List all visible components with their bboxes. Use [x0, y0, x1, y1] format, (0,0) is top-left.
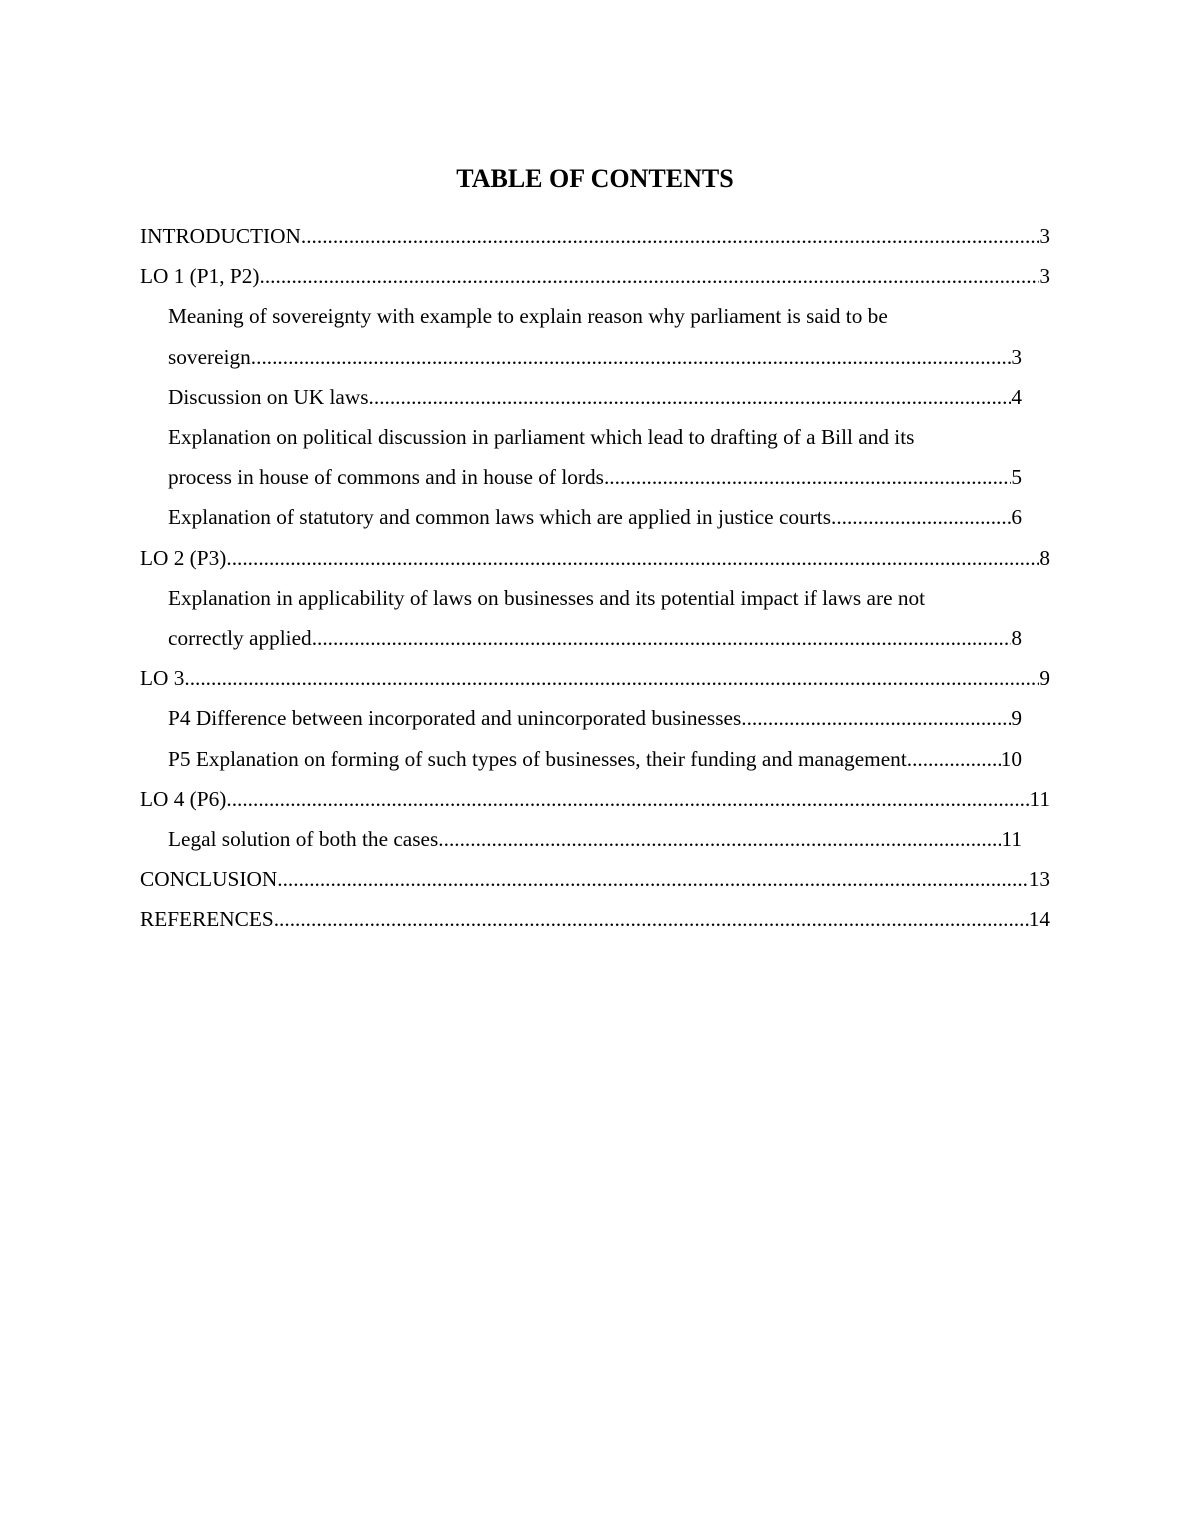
toc-entry-text: LO 3 [140, 666, 185, 691]
toc-page-number: 3 [1011, 344, 1022, 369]
toc-page-number: 3 [1039, 224, 1050, 248]
toc-page-number: 13 [1028, 867, 1050, 892]
toc-entry-text: process in house of commons and in house of lords [168, 465, 604, 490]
toc-entry-text: LO 2 (P3) [140, 545, 227, 570]
toc-entry-text: CONCLUSION [140, 867, 278, 892]
toc-entry-uk-laws[interactable] [168, 377, 1022, 417]
toc-entry-text: Legal solution of both the cases [168, 827, 439, 852]
toc-entry-lo3[interactable] [140, 658, 1050, 698]
toc-entry-applicability-of-laws[interactable] [168, 578, 1050, 658]
toc-page-number: 5 [1011, 465, 1022, 490]
toc-entry-legal-solution[interactable] [168, 819, 1022, 859]
toc-entry-text: INTRODUCTION [140, 224, 301, 248]
toc-leader-dots [226, 779, 1029, 819]
table-of-contents [140, 216, 1050, 940]
toc-page-number: 9 [1039, 666, 1050, 691]
toc-entry-text-line1: Explanation in applicability of laws on businesses and its potential impact if laws are not [168, 585, 926, 610]
toc-page-number: 6 [1011, 505, 1022, 530]
toc-page-number: 3 [1039, 264, 1050, 289]
toc-entry-text: Discussion on UK laws [168, 384, 369, 409]
toc-page-number: 11 [1029, 786, 1050, 811]
toc-entry-text: P5 Explanation on forming of such types of businesses, their funding and management [168, 746, 907, 771]
toc-entry-introduction[interactable] [140, 216, 1050, 256]
toc-leader-dots [312, 618, 1012, 658]
toc-title: TABLE OF CONTENTS [456, 164, 734, 193]
toc-entry-text: Explanation of statutory and common laws which are applied in justice courts [168, 505, 831, 530]
toc-leader-dots [831, 497, 1011, 537]
toc-entry-lo1[interactable] [140, 256, 1050, 296]
toc-entry-text: LO 4 (P6) [140, 786, 227, 811]
toc-entry-meaning-of-sovereignty[interactable] [168, 296, 1050, 376]
toc-entry-text: LO 1 (P1, P2) [140, 264, 260, 289]
toc-page-number: 11 [1001, 827, 1022, 852]
toc-entry-text-line1: Meaning of sovereignty with example to explain reason why parliament is said to be [168, 304, 888, 329]
toc-entry-lo2[interactable] [140, 538, 1050, 578]
toc-leader-dots [226, 538, 1039, 578]
toc-leader-dots [907, 739, 1001, 779]
toc-entry-lo4[interactable] [140, 779, 1050, 819]
toc-page-number: 10 [1000, 746, 1022, 771]
toc-entry-text: sovereign [168, 344, 251, 369]
toc-leader-dots [438, 819, 1001, 859]
toc-entry-references[interactable] [140, 899, 1050, 939]
toc-leader-dots [274, 899, 1029, 939]
toc-entry-statutory-common-laws[interactable] [168, 497, 1022, 537]
toc-page-number: 4 [1011, 384, 1022, 409]
toc-entry-p4[interactable] [168, 698, 1022, 738]
toc-leader-dots [301, 216, 1039, 256]
toc-entry-p5[interactable] [168, 739, 1022, 779]
toc-entry-conclusion[interactable] [140, 859, 1050, 899]
toc-page-number: 9 [1011, 706, 1022, 731]
toc-entry-text: correctly applied [168, 626, 312, 651]
toc-leader-dots [260, 256, 1040, 296]
toc-page-number: 14 [1028, 907, 1050, 932]
toc-leader-dots [741, 698, 1011, 738]
toc-page-number: 8 [1011, 626, 1022, 651]
toc-page-number: 8 [1039, 545, 1050, 570]
toc-entry-text: P4 Difference between incorporated and unincorporated businesses [168, 706, 742, 731]
toc-leader-dots [184, 658, 1039, 698]
toc-leader-dots [277, 859, 1028, 899]
toc-entry-political-discussion[interactable] [168, 417, 1050, 497]
toc-entry-text-line1: Explanation on political discussion in parliament which lead to drafting of a Bill and its [168, 425, 915, 450]
toc-leader-dots [604, 457, 1011, 497]
toc-leader-dots [369, 377, 1012, 417]
toc-leader-dots [251, 337, 1012, 377]
toc-entry-text: REFERENCES [140, 907, 274, 932]
